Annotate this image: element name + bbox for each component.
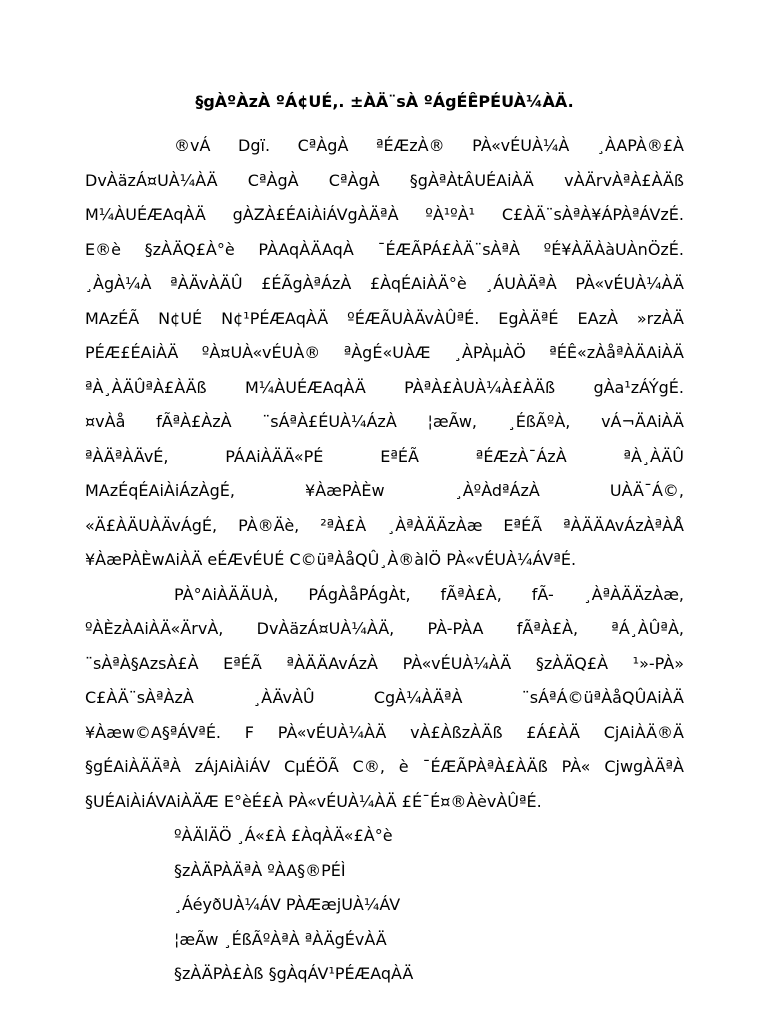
text-line: ªÀ¸ÀÄÛªÀ£ÀÄß M¼ÀUÉÆAqÀÄ PÀªÀ£ÀUÀ¼À£ÀÄß gÀa¹zÁÝgÉ. [85, 377, 684, 397]
text-line: ºÀÈzÀAiÀÄ«ÄrvÀ, DvÀäzÁ¤UÀ¼ÀÄ, PÀ-PÀA fÃªÀ£À, ªÁ¸ÀÛªÀ, [85, 619, 684, 638]
list-item: §zÀÄPÀ£Àß §gÀqÁV¹PÉÆAqÀÄ [174, 964, 414, 983]
list-item: ¦æÃw ¸ÉßÃºÀªÀ ªÀÄgÉvÀÄ [174, 929, 387, 949]
text-line: PÉÆ£ÉAiÀÄ ºÀ¤UÀ«vÉUÀ® ªÀgÉ«UÀÆ ¸ÀPÀµÀÖ ªÉÊ«zÀåªÀÄAiÀÄ [85, 343, 684, 362]
text-line: ®vÁ Dgï. CªÀgÀ ªÉÆzÀ® PÀ«vÉUÀ¼À ¸ÀAPÀ®£À [174, 136, 684, 155]
text-line: «Ä£ÀÄUÀÄvÁgÉ, PÀ®Äè, ²ªÀ£À ¸ÀªÀÄÄzÀæ EªÉÃ ªÀÄÄAvÁzÀªÀÅ [85, 515, 684, 535]
text-line: E®è §zÀÄQ£À°è PÀAqÀÄAqÀ ¯ÉÆÃPÁ£ÀÄ¨sÀªÀ ºÉ¥ÀÄÀàUÀnÖzÉ. [85, 239, 684, 259]
document-title: §gÀºÀzÀ ºÁ¢UÉ,. ±ÀÄ¨sÀ ºÁgÉÊPÉUÀ¼ÀÄ. [195, 92, 574, 111]
text-line: C£ÀÄ¨sÀªÀzÀ ¸ÀÄvÀÛ CgÀ¼ÀÄªÀ ¨sÁªÁ©üªÀåQÛAiÀÄ [85, 688, 684, 707]
list-item: ¸ÁéyðUÀ¼ÁV PÀÆæjUÀ¼ÁV [174, 895, 401, 914]
text-line: ¨sÀªÀ§AzsÀ£À EªÉÃ ªÀÄÄAvÁzÀ PÀ«vÉUÀ¼ÀÄ §zÀÄQ£À ¹»-PÀ» [85, 653, 684, 673]
text-line: M¼ÀUÉÆAqÀÄ gÀZÀ£ÉAiÀiÁVgÀÄªÀ ºÀ¹ºÀ¹ C£ÀÄ¨sÀªÀ¥ÁPÀªÁVzÉ. [85, 205, 684, 224]
paragraph-1 [85, 129, 684, 578]
text-line: DvÀäzÁ¤UÀ¼ÀÄ CªÀgÀ CªÀgÀ §gÀªÀtÂUÉAiÀÄ vÀÄrvÀªÀ£ÀÄß [85, 170, 684, 190]
text-line: ªÀÄªÀÄvÉ, PÁAiÀÄÄ«PÉ EªÉÃ ªÉÆzÀ¯ÁzÀ ªÀ¸ÀÄÛ [85, 446, 684, 466]
text-line: §UÉAiÀiÁVAiÀÄÆ E°èÉ£À PÀ«vÉUÀ¼ÀÄ £É¯É¤®ÀèvÀÛªÉ. [85, 791, 542, 811]
paragraph-2 [85, 578, 684, 820]
list-item: ºÀÄlÄÖ ¸Á«£À £ÀqÀÄ«£À°è [174, 826, 393, 845]
text-line: MAzÉÃ N¢UÉ N¢¹PÉÆAqÀÄ ºÉÆÃUÀÄvÀÛªÉ. EgÀÄªÉ EAzÀ »rzÀÄ [85, 308, 684, 328]
text-line: MAzÉqÉAiÀiÁzÀgÉ, ¥ÀæPÀÈw ¸ÀºÀdªÁzÀ UÀÄ¯Á©, [85, 481, 684, 500]
text-line: ¥Àæw©A§ªÁVªÉ. F PÀ«vÉUÀ¼ÀÄ vÀ£ÀßzÀÄß £Á£ÀÄ CjAiÀÄ®Ä [85, 722, 684, 742]
text-line: §gÉAiÀÄÄªÀ zÁjAiÀiÁV CµÉÖÃ C®, è ¯ÉÆÃPÀªÀ£ÀÄß PÀ« CjwgÀÄªÀ [85, 757, 684, 776]
text-line: PÀ°AiÀÄÄUÀ, PÁgÀåPÁgÀt, fÃªÀ£À, fÃ- ¸ÀªÀÄÄzÀæ, [174, 584, 684, 604]
list-item: §zÀÄPÀÄªÀ ºÀA§®PÉÌ [174, 860, 346, 880]
text-line: ¸ÀgÀ¼À ªÀÄvÀÄÛ £ÉÃgÀªÁzÀ £ÀqÉAiÀÄ°è ¸ÁUÀÄªÀ PÀ«vÉUÀ¼ÀÄ [85, 274, 684, 293]
text-line: ¥ÀæPÀÈwAiÀÄ eÉÆvÉUÉ C©üªÀåQÛ¸À®àlÖ PÀ«vÉUÀ¼ÁVªÉ. [85, 550, 577, 569]
verse-list [85, 819, 684, 992]
text-line: ¤vÀå fÃªÀ£ÀzÀ ¨sÁªÀ£ÉUÀ¼ÁzÀ ¦æÃw, ¸ÉßÃºÀ, vÁ¬ÄAiÀÄ [85, 412, 684, 431]
